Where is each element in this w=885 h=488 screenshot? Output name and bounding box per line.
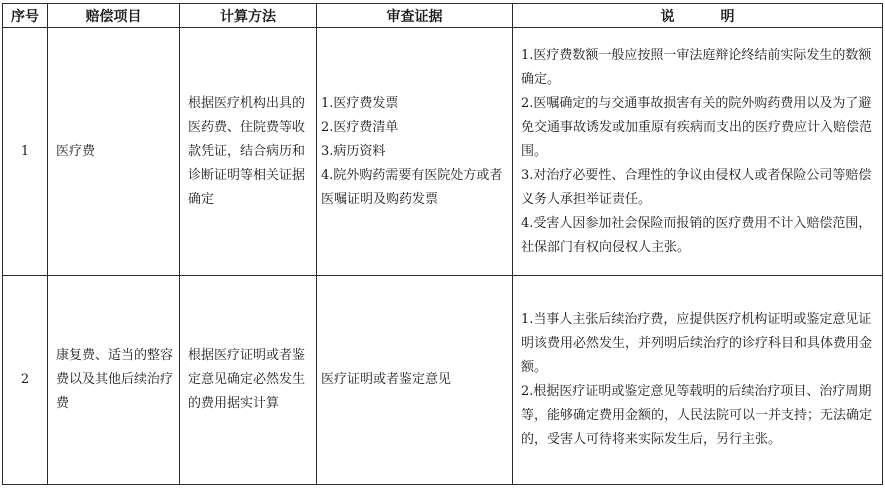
header-no: 序号 [3,4,48,28]
calculation-method: 根据医疗证明或者鉴定意见确定必然发生的费用据实计算 [180,276,317,485]
evidence-list [317,28,513,276]
header-row [3,4,883,28]
header-method: 计算方法 [180,4,317,28]
note-item: 1.当事人主张后续治疗费，应提供医疗机构证明或鉴定意见证明该费用必然发生，并列明后续治疗的诊疗科目和具体费用金额。 [521,312,873,375]
header-note-left: 说 [660,8,675,25]
notes-list [513,28,883,276]
evidence-list [317,276,513,485]
note-item: 4.受害人因参加社会保险而报销的医疗费用不计入赔偿范围，社保部门有权向侵权人主张。 [521,215,872,255]
evidence-item: 3.病历资料 [321,143,386,159]
evidence-item: 医疗证明或者鉴定意见 [321,372,452,387]
compensation-item: 医疗费 [48,28,180,276]
compensation-table [2,3,883,485]
evidence-item: 2.医疗费清单 [321,119,399,135]
compensation-table-container [2,3,882,485]
row-number: 1 [3,28,48,276]
note-item: 1.医疗费数额一般应按照一审法庭辩论终结前实际发生的数额确定。 [521,47,872,87]
note-item: 2.医嘱确定的与交通事故损害有关的院外购药费用以及为了避免交通事故诱发或加重原有疾病而支出的医疗费应计入赔偿范围。 [521,95,873,159]
row-number: 2 [3,276,48,485]
evidence-item: 4.院外购药需要有医院处方或者医嘱证明及购药发票 [321,167,503,207]
note-item: 2.根据医疗证明或鉴定意见等载明的后续治疗项目、治疗周期等，能够确定费用金额的，人民法院可以一并支持；无法确定的，受害人可待将来实际发生后，另行主张。 [521,384,873,447]
table-row [3,276,883,485]
calculation-method: 根据医疗机构出具的医药费、住院费等收款凭证，结合病历和诊断证明等相关证据确定 [180,28,317,276]
note-item: 3.对治疗必要性、合理性的争议由侵权人或者保险公司等赔偿义务人承担举证责任。 [521,167,872,207]
header-item: 赔偿项目 [48,4,180,28]
table-row [3,28,883,276]
evidence-item: 1.医疗费发票 [321,95,399,111]
header-note [513,4,883,28]
header-note-right: 明 [720,8,735,25]
compensation-item: 康复费、适当的整容费以及其他后续治疗费 [48,276,180,485]
notes-list [513,276,883,485]
header-evidence: 审查证据 [317,4,513,28]
